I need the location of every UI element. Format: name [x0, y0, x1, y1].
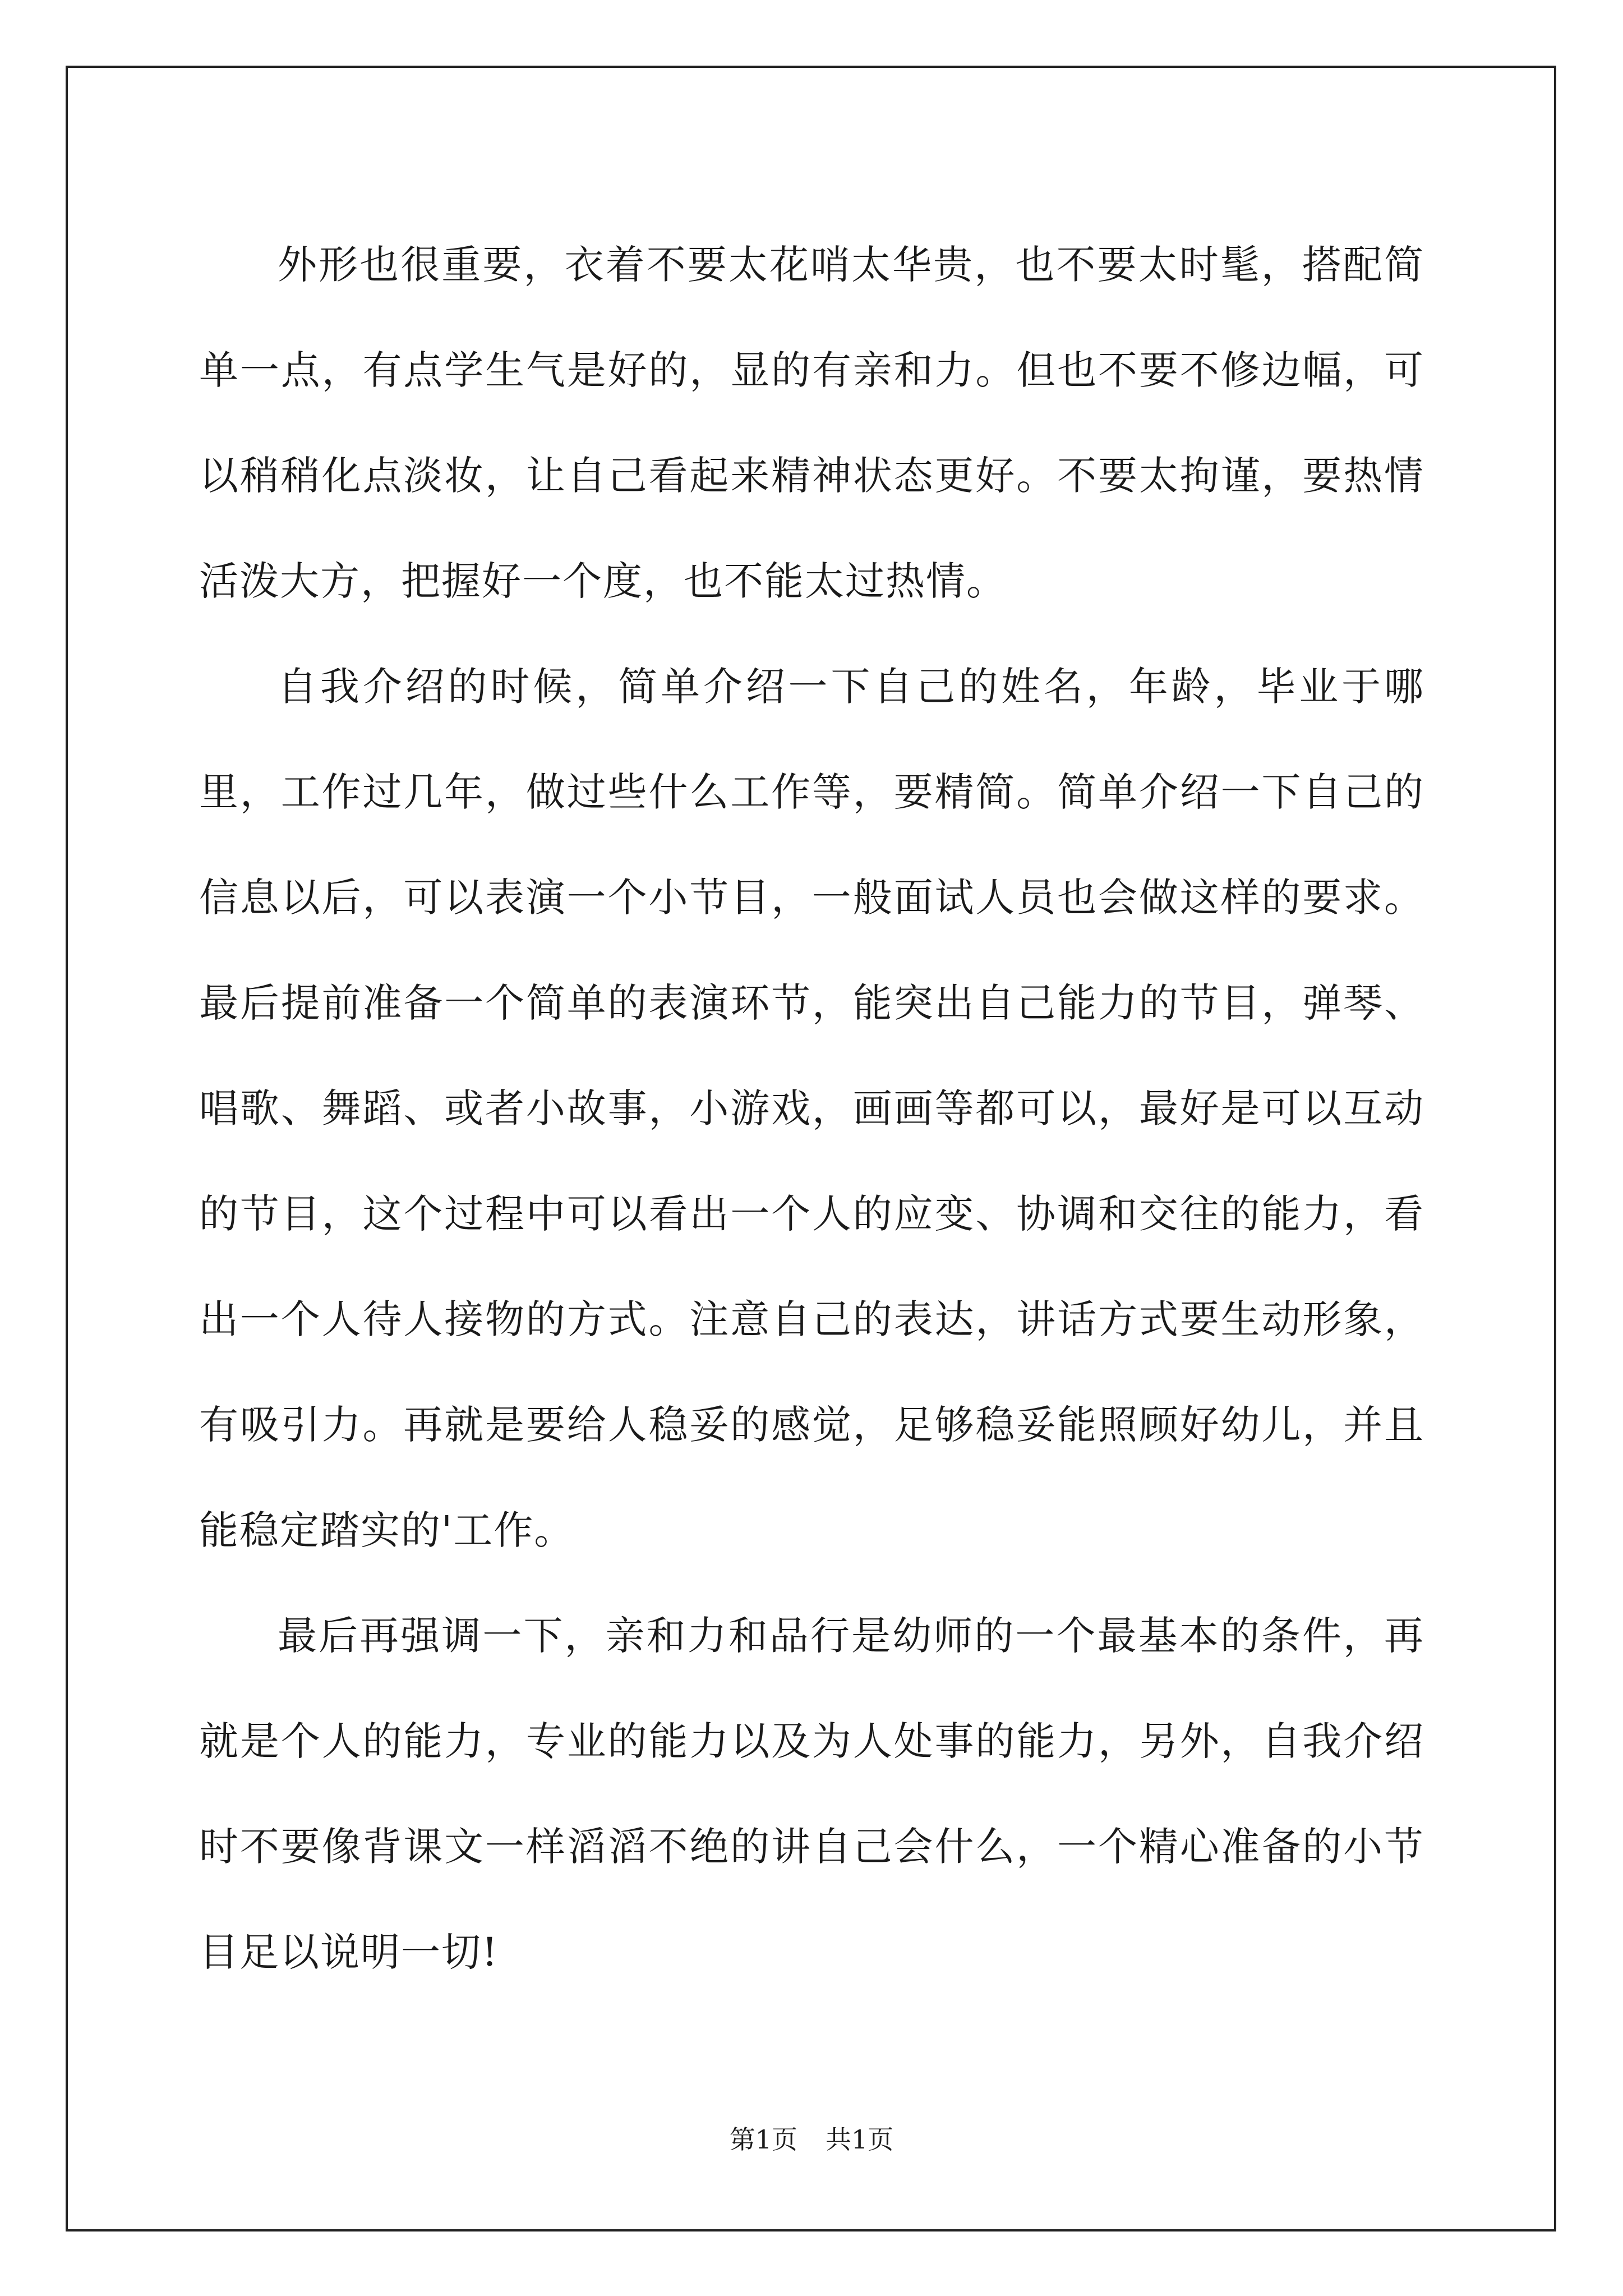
paragraph-1: 外形也很重要，衣着不要太花哨太华贵，也不要太时髦，搭配简单一点，有点学生气是好的，显的有亲和力。但也不要不修边幅，可以稍稍化点淡妆，让自己看起来精神状态更好。不要太拘谨，要热情活泼大方，把握好一个度，也不能太过热情。	[199, 242, 1424, 604]
document-body	[199, 212, 1424, 2005]
paragraph-2: 自我介绍的时候，简单介绍一下自己的姓名，年龄，毕业于哪里，工作过几年，做过些什么工作等，要精简。简单介绍一下自己的信息以后，可以表演一个小节目，一般面试人员也会做这样的要求。最后提前准备一个简单的表演环节，能突出自己能力的节目，弹琴、唱歌、舞蹈、或者小故事，小游戏，画画等都可以，最好是可以互动的节目，这个过程中可以看出一个人的应变、协调和交往的能力，看出一个人待人接物的方式。注意自己的表达，讲话方式要生动形象，有吸引力。再就是要给人稳妥的感觉，足够稳妥能照顾好幼儿，并且能稳定踏实的'工作。	[199, 664, 1424, 1553]
page-number: 第1页	[729, 2124, 797, 2155]
page-footer	[0, 2119, 1623, 2156]
page-total: 共1页	[826, 2124, 894, 2155]
paragraph-3: 最后再强调一下，亲和力和品行是幼师的一个最基本的条件，再就是个人的能力，专业的能力以及为人处事的能力，另外，自我介绍时不要像背课文一样滔滔不绝的讲自己会什么，一个精心准备的小节目足以说明一切!	[199, 1613, 1424, 1975]
